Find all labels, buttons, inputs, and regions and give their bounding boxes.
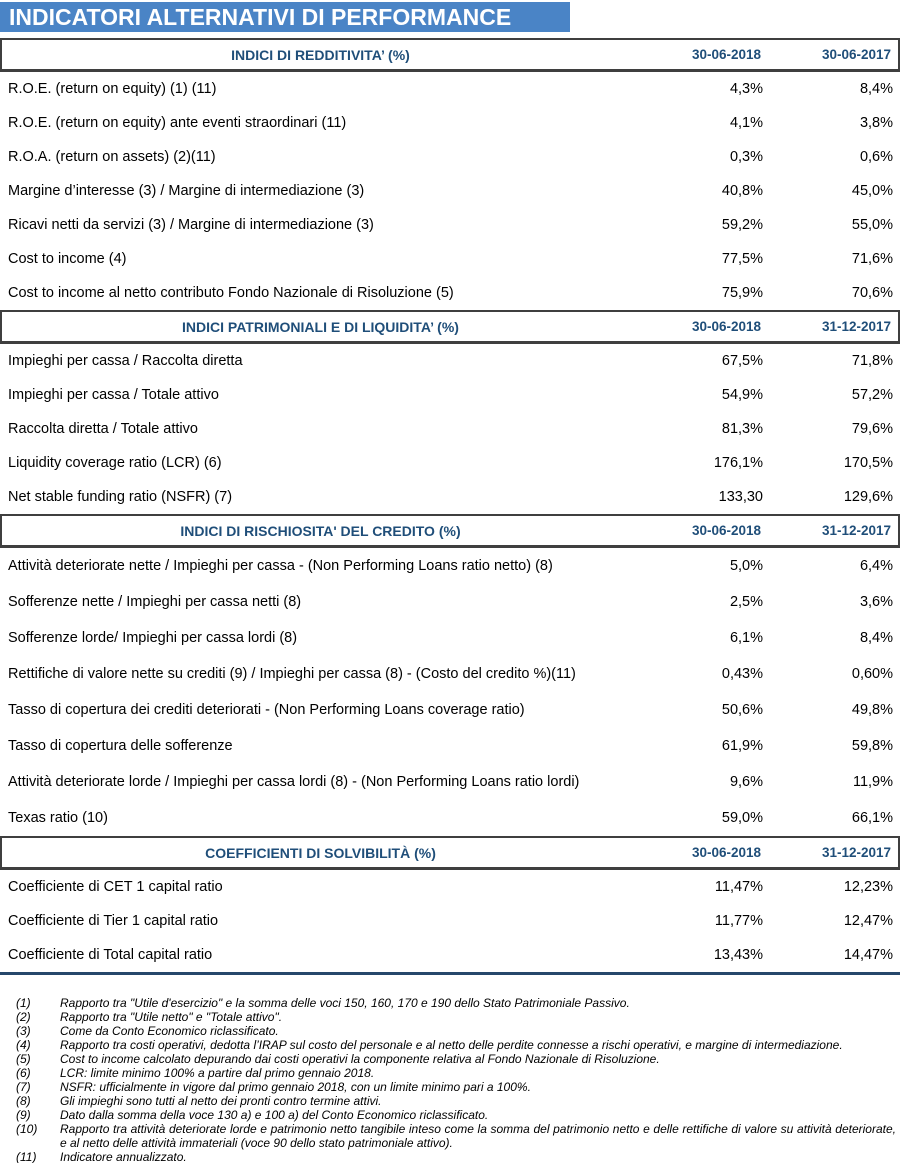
table-row xyxy=(0,548,900,584)
section-header-row xyxy=(0,38,900,72)
row-label: Tasso di copertura dei crediti deteriorati - (Non Performing Loans coverage ratio) xyxy=(8,702,525,718)
footnote xyxy=(0,1080,900,1094)
table-row xyxy=(0,692,900,728)
column-header-date: 31-12-2017 xyxy=(821,845,891,860)
footnote xyxy=(0,1010,900,1024)
row-value: 14,47% xyxy=(843,947,893,963)
row-label: R.O.E. (return on equity) ante eventi straordinari (11) xyxy=(8,115,347,131)
footnote-number: (7) xyxy=(16,1080,31,1094)
row-value: 11,9% xyxy=(852,774,893,790)
row-label: R.O.A. (return on assets) (2)(11) xyxy=(8,149,216,165)
table-row xyxy=(0,764,900,800)
row-value: 49,8% xyxy=(851,702,893,718)
column-header-date: 30-06-2018 xyxy=(691,523,761,538)
footnote-number: (1) xyxy=(16,996,31,1010)
row-value: 12,47% xyxy=(843,913,893,929)
row-value: 11,47% xyxy=(714,879,763,895)
row-value: 6,4% xyxy=(859,558,893,574)
row-label: Tasso di copertura delle sofferenze xyxy=(8,738,233,754)
column-header-date: 30-06-2018 xyxy=(691,845,761,860)
section-header-row xyxy=(0,310,900,344)
row-value: 129,6% xyxy=(843,489,893,505)
indicator-section xyxy=(0,310,900,514)
footnote xyxy=(0,1122,900,1150)
table-row xyxy=(0,276,900,310)
row-value: 40,8% xyxy=(721,183,763,199)
footnote xyxy=(0,1024,900,1038)
row-label: R.O.E. (return on equity) (1) (11) xyxy=(8,81,217,97)
indicator-section xyxy=(0,514,900,836)
row-label: Impieghi per cassa / Raccolta diretta xyxy=(8,353,243,369)
row-value: 79,6% xyxy=(851,421,893,437)
row-value: 8,4% xyxy=(859,81,893,97)
footnote xyxy=(0,1066,900,1080)
row-value: 70,6% xyxy=(851,285,893,301)
footnote xyxy=(0,1150,900,1163)
row-value: 59,0% xyxy=(721,810,763,826)
footnote-text: LCR: limite minimo 100% a partire dal primo gennaio 2018. xyxy=(60,1066,375,1080)
table-row xyxy=(0,620,900,656)
row-value: 66,1% xyxy=(851,810,893,826)
table-row xyxy=(0,412,900,446)
section-body xyxy=(0,72,900,310)
row-value: 0,43% xyxy=(721,666,763,682)
row-label: Attività deteriorate lorde / Impieghi per cassa lordi (8) - (Non Performing Loans ratio lordi) xyxy=(8,774,580,790)
row-label: Margine d’interesse (3) / Margine di intermediazione (3) xyxy=(8,183,365,199)
row-label: Rettifiche di valore nette su crediti (9) / Impieghi per cassa (8) - (Costo del credito %)(11) xyxy=(8,666,576,682)
row-value: 3,6% xyxy=(859,594,893,610)
row-value: 4,3% xyxy=(729,81,763,97)
footnotes xyxy=(0,996,900,1163)
table-row xyxy=(0,446,900,480)
indicator-section xyxy=(0,38,900,310)
footnote xyxy=(0,1038,900,1052)
table-row xyxy=(0,728,900,764)
column-header-date: 31-12-2017 xyxy=(821,523,891,538)
section-body xyxy=(0,548,900,836)
row-value: 170,5% xyxy=(843,455,893,471)
footnote xyxy=(0,1094,900,1108)
row-value: 54,9% xyxy=(721,387,763,403)
row-value: 45,0% xyxy=(851,183,893,199)
footnote-number: (11) xyxy=(16,1150,37,1163)
table-row xyxy=(0,656,900,692)
row-label: Net stable funding ratio (NSFR) (7) xyxy=(8,489,233,505)
footnote-number: (6) xyxy=(16,1066,31,1080)
row-value: 59,2% xyxy=(721,217,763,233)
row-value: 4,1% xyxy=(729,115,763,131)
row-label: Sofferenze lorde/ Impieghi per cassa lordi (8) xyxy=(8,630,298,646)
footnote-text: Rapporto tra attività deteriorate lorde e patrimonio netto tangibile inteso come la somma del patrimonio netto e delle rettifiche di valore su attività deteriorate, e al netto delle attività immateriali (voce 90 dello stato patrimoniale attivo). xyxy=(60,1122,896,1150)
page-title: INDICATORI ALTERNATIVI DI PERFORMANCE xyxy=(0,2,570,32)
footnote-text: Gli impieghi sono tutti al netto dei pronti contro termine attivi. xyxy=(60,1094,382,1108)
footnote xyxy=(0,1052,900,1066)
row-value: 71,8% xyxy=(851,353,893,369)
section-title: INDICI DI REDDITIVITA’ (%) xyxy=(231,46,410,63)
row-value: 176,1% xyxy=(713,455,763,471)
row-value: 59,8% xyxy=(851,738,893,754)
column-header-date: 30-06-2017 xyxy=(821,47,891,62)
row-value: 0,6% xyxy=(859,149,893,165)
footnote-text: Dato dalla somma della voce 130 a) e 100 a) del Conto Economico riclassificato. xyxy=(60,1108,489,1122)
row-value: 55,0% xyxy=(851,217,893,233)
footnote-number: (8) xyxy=(16,1094,31,1108)
footnote-number: (4) xyxy=(16,1038,31,1052)
table-row xyxy=(0,870,900,904)
table-row xyxy=(0,378,900,412)
row-value: 13,43% xyxy=(713,947,763,963)
table-row xyxy=(0,480,900,514)
row-value: 67,5% xyxy=(721,353,763,369)
row-label: Ricavi netti da servizi (3) / Margine di intermediazione (3) xyxy=(8,217,374,233)
row-label: Cost to income (4) xyxy=(8,251,127,267)
section-body xyxy=(0,344,900,514)
row-value: 77,5% xyxy=(721,251,763,267)
table-row xyxy=(0,344,900,378)
row-value: 50,6% xyxy=(721,702,763,718)
section-title: INDICI PATRIMONIALI E DI LIQUIDITA’ (%) xyxy=(182,318,459,335)
row-value: 5,0% xyxy=(729,558,763,574)
footnote-text: NSFR: ufficialmente in vigore dal primo gennaio 2018, con un limite minimo pari a 100%. xyxy=(60,1080,531,1094)
row-label: Cost to income al netto contributo Fondo Nazionale di Risoluzione (5) xyxy=(8,285,454,301)
table-row xyxy=(0,904,900,938)
row-label: Impieghi per cassa / Totale attivo xyxy=(8,387,219,403)
row-value: 0,60% xyxy=(851,666,893,682)
column-header-date: 31-12-2017 xyxy=(821,319,891,334)
row-value: 11,77% xyxy=(714,913,763,929)
table-row xyxy=(0,208,900,242)
row-value: 8,4% xyxy=(859,630,893,646)
row-value: 57,2% xyxy=(851,387,893,403)
table-row xyxy=(0,584,900,620)
row-value: 75,9% xyxy=(721,285,763,301)
footnote xyxy=(0,1108,900,1122)
table-row xyxy=(0,72,900,106)
footnote-number: (3) xyxy=(16,1024,31,1038)
bottom-divider xyxy=(0,972,900,975)
section-header-row xyxy=(0,836,900,870)
row-value: 12,23% xyxy=(843,879,893,895)
footnote-number: (10) xyxy=(16,1122,38,1136)
indicator-tables xyxy=(0,38,900,972)
footnote-text: Indicatore annualizzato. xyxy=(60,1150,187,1163)
row-label: Raccolta diretta / Totale attivo xyxy=(8,421,198,437)
footnote-text: Rapporto tra costi operativi, dedotta l’IRAP sul costo del personale e al netto delle perdite connesse a rischi operativi, e margine di intermediazione. xyxy=(60,1038,843,1052)
row-label: Texas ratio (10) xyxy=(8,810,108,826)
row-label: Attività deteriorate nette / Impieghi per cassa - (Non Performing Loans ratio netto) (8) xyxy=(8,558,553,574)
section-title: COEFFICIENTI DI SOLVIBILITÀ (%) xyxy=(205,844,436,861)
row-value: 61,9% xyxy=(721,738,763,754)
row-label: Coefficiente di Tier 1 capital ratio xyxy=(8,913,219,929)
table-row xyxy=(0,242,900,276)
row-value: 81,3% xyxy=(721,421,763,437)
footnote-text: Cost to income calcolato depurando dai costi operativi la componente relativa al Fondo Nazionale di Risoluzione. xyxy=(60,1052,660,1066)
table-row xyxy=(0,174,900,208)
row-value: 2,5% xyxy=(729,594,763,610)
footnote-text: Come da Conto Economico riclassificato. xyxy=(60,1024,279,1038)
column-header-date: 30-06-2018 xyxy=(691,319,761,334)
table-row xyxy=(0,140,900,174)
row-value: 3,8% xyxy=(859,115,893,131)
footnote-number: (5) xyxy=(16,1052,31,1066)
row-value: 0,3% xyxy=(729,149,763,165)
section-body xyxy=(0,870,900,972)
table-row xyxy=(0,106,900,140)
section-title: INDICI DI RISCHIOSITA' DEL CREDITO (%) xyxy=(180,522,461,539)
row-value: 6,1% xyxy=(729,630,763,646)
row-label: Coefficiente di CET 1 capital ratio xyxy=(8,879,223,895)
footnote-number: (9) xyxy=(16,1108,31,1122)
row-value: 71,6% xyxy=(851,251,893,267)
footnote-text: Rapporto tra "Utile netto" e "Totale attivo". xyxy=(60,1010,283,1024)
table-row xyxy=(0,800,900,836)
row-label: Sofferenze nette / Impieghi per cassa netti (8) xyxy=(8,594,302,610)
footnote-text: Rapporto tra "Utile d'esercizio" e la somma delle voci 150, 160, 170 e 190 dello Stato Patrimoniale Passivo. xyxy=(60,996,630,1010)
row-value: 9,6% xyxy=(729,774,763,790)
footnote xyxy=(0,996,900,1010)
column-header-date: 30-06-2018 xyxy=(691,47,761,62)
table-row xyxy=(0,938,900,972)
row-label: Coefficiente di Total capital ratio xyxy=(8,947,213,963)
footnote-number: (2) xyxy=(16,1010,31,1024)
row-label: Liquidity coverage ratio (LCR) (6) xyxy=(8,455,222,471)
section-header-row xyxy=(0,514,900,548)
indicator-section xyxy=(0,836,900,972)
row-value: 133,30 xyxy=(718,489,763,505)
